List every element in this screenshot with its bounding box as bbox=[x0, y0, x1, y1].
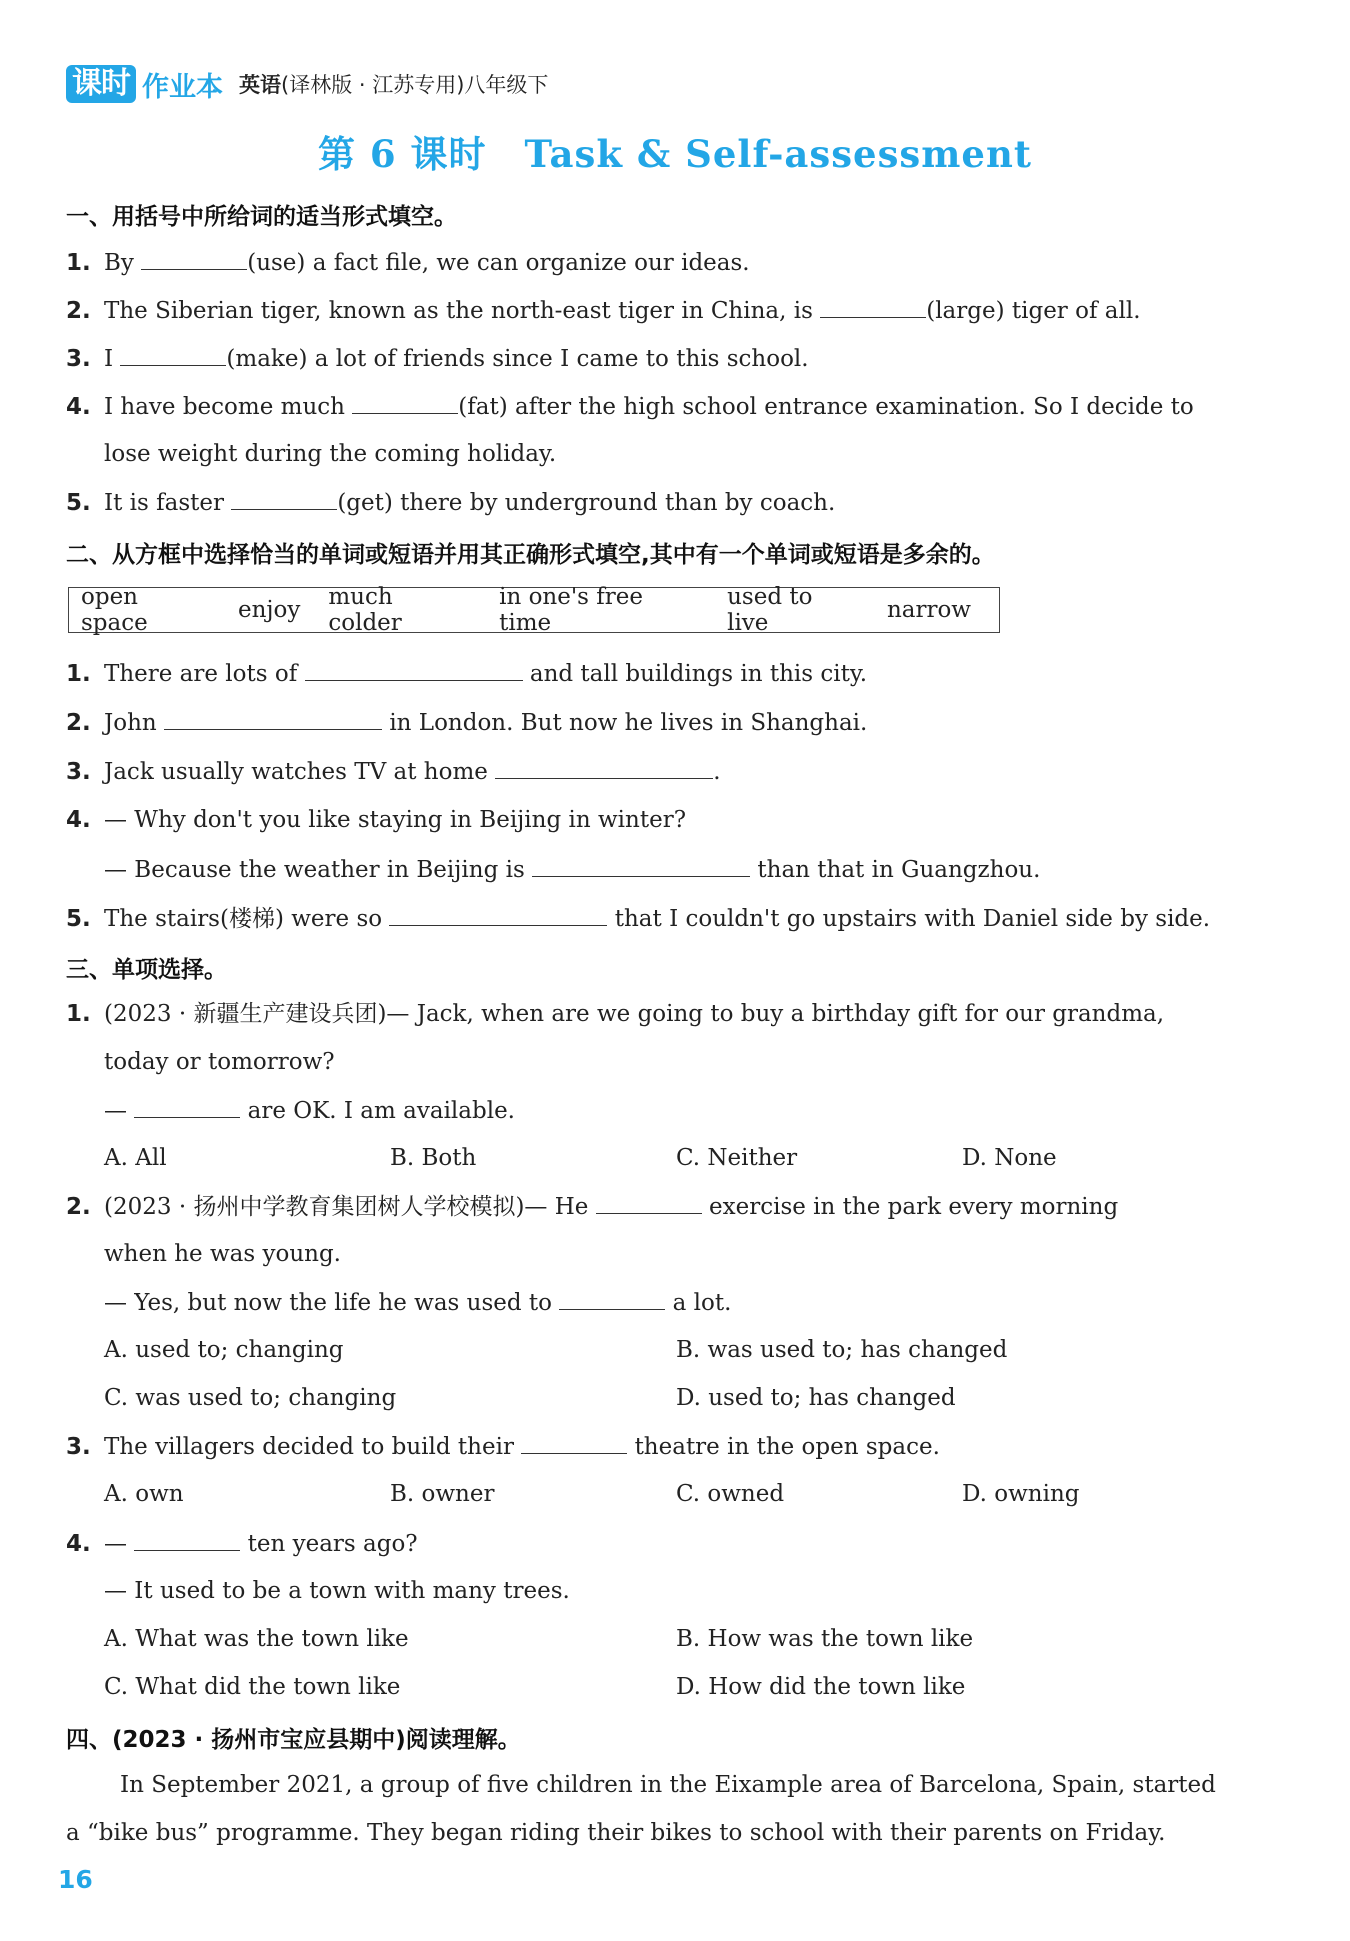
p3-q1-answer: — are OK. I am available. bbox=[104, 1095, 515, 1126]
option-d: D. used to; has changed bbox=[676, 1385, 956, 1411]
page-title: 第 6 课时 Task & Self-assessment bbox=[318, 132, 1032, 176]
word-option: narrow bbox=[886, 597, 971, 623]
p3-q2-answer: — Yes, but now the life he was used to a lot. bbox=[104, 1287, 731, 1318]
section-3-heading: 三、单项选择。 bbox=[66, 957, 227, 983]
header bbox=[66, 64, 548, 104]
word-option: open space bbox=[81, 584, 148, 636]
section-4-heading: 四、(2023 · 扬州市宝应县期中)阅读理解。 bbox=[66, 1727, 521, 1753]
option-c: C. was used to; changing bbox=[104, 1385, 397, 1411]
reading-line-2: a “bike bus” programme. They began riding their bikes to school with their parents on Friday. bbox=[66, 1820, 1166, 1846]
p1-item-4: 4. I have become much (fat) after the high school entrance examination. So I decide to bbox=[66, 391, 1194, 422]
p3-q3: 3. The villagers decided to build their theatre in the open space. bbox=[66, 1431, 940, 1462]
p1-item-2: 2. The Siberian tiger, known as the north-east tiger in China, is (large) tiger of all. bbox=[66, 295, 1141, 326]
page-number: 16 bbox=[58, 1865, 93, 1894]
option-c: C. What did the town like bbox=[104, 1674, 401, 1700]
option-d: D. None bbox=[962, 1145, 1057, 1171]
p2-item-1: 1. There are lots of and tall buildings in this city. bbox=[66, 658, 867, 689]
option-c: C. owned bbox=[676, 1481, 785, 1507]
logo-sub: 作业本 bbox=[142, 71, 223, 103]
option-d: D. How did the town like bbox=[676, 1674, 966, 1700]
option-a: A. used to; changing bbox=[104, 1337, 344, 1363]
option-b: B. How was the town like bbox=[676, 1626, 974, 1652]
option-c: C. Neither bbox=[676, 1145, 798, 1171]
option-a: A. own bbox=[104, 1481, 184, 1507]
p2-item-5: 5. The stairs(楼梯) were so that I couldn't go upstairs with Daniel side by side. bbox=[66, 903, 1210, 934]
p3-q1: 1. (2023 · 新疆生产建设兵团)— Jack, when are we going to buy a birthday gift for our grandma, bbox=[66, 1001, 1165, 1027]
section-2-heading: 二、从方框中选择恰当的单词或短语并用其正确形式填空,其中有一个单词或短语是多余的。 bbox=[66, 542, 995, 568]
word-option: enjoy bbox=[237, 597, 301, 623]
option-b: B. was used to; has changed bbox=[676, 1337, 1008, 1363]
p3-q2: 2. (2023 · 扬州中学教育集团树人学校模拟)— He exercise in the park every morning bbox=[66, 1191, 1118, 1222]
option-b: B. owner bbox=[390, 1481, 495, 1507]
logo-main: 课时 bbox=[66, 65, 136, 103]
p1-item-1: 1. By (use) a fact file, we can organize our ideas. bbox=[66, 247, 750, 278]
word-option: in one's free time bbox=[499, 584, 644, 636]
reading-line-1: In September 2021, a group of five children in the Eixample area of Barcelona, Spain, started bbox=[120, 1772, 1216, 1798]
word-box bbox=[68, 584, 1000, 636]
p2-item-4: 4. — Why don't you like staying in Beijing in winter? bbox=[66, 807, 687, 833]
option-a: A. What was the town like bbox=[104, 1626, 409, 1652]
word-option: much colder bbox=[328, 584, 402, 636]
option-a: A. All bbox=[104, 1145, 167, 1171]
p2-item-3: 3. Jack usually watches TV at home . bbox=[66, 756, 721, 787]
p3-q4: 4. — ten years ago? bbox=[66, 1528, 418, 1559]
option-d: D. owning bbox=[962, 1481, 1080, 1507]
word-option: used to live bbox=[727, 584, 813, 636]
p1-item-3: 3. I (make) a lot of friends since I came to this school. bbox=[66, 343, 809, 374]
option-b: B. Both bbox=[390, 1145, 477, 1171]
p2-item-2: 2. John in London. But now he lives in Shanghai. bbox=[66, 707, 867, 738]
p3-q4-answer: — It used to be a town with many trees. bbox=[104, 1578, 570, 1604]
p1-item-4-cont: lose weight during the coming holiday. bbox=[104, 441, 557, 467]
logo bbox=[66, 65, 223, 104]
header-subject: 英语(译林版 · 江苏专用)八年级下 bbox=[239, 73, 549, 97]
p1-item-5: 5. It is faster (get) there by underground than by coach. bbox=[66, 487, 835, 518]
p3-q2-cont: when he was young. bbox=[104, 1241, 341, 1267]
p2-item-4-answer: — Because the weather in Beijing is than that in Guangzhou. bbox=[104, 854, 1040, 885]
section-1-heading: 一、用括号中所给词的适当形式填空。 bbox=[66, 204, 457, 230]
p3-q1-cont: today or tomorrow? bbox=[104, 1049, 335, 1075]
